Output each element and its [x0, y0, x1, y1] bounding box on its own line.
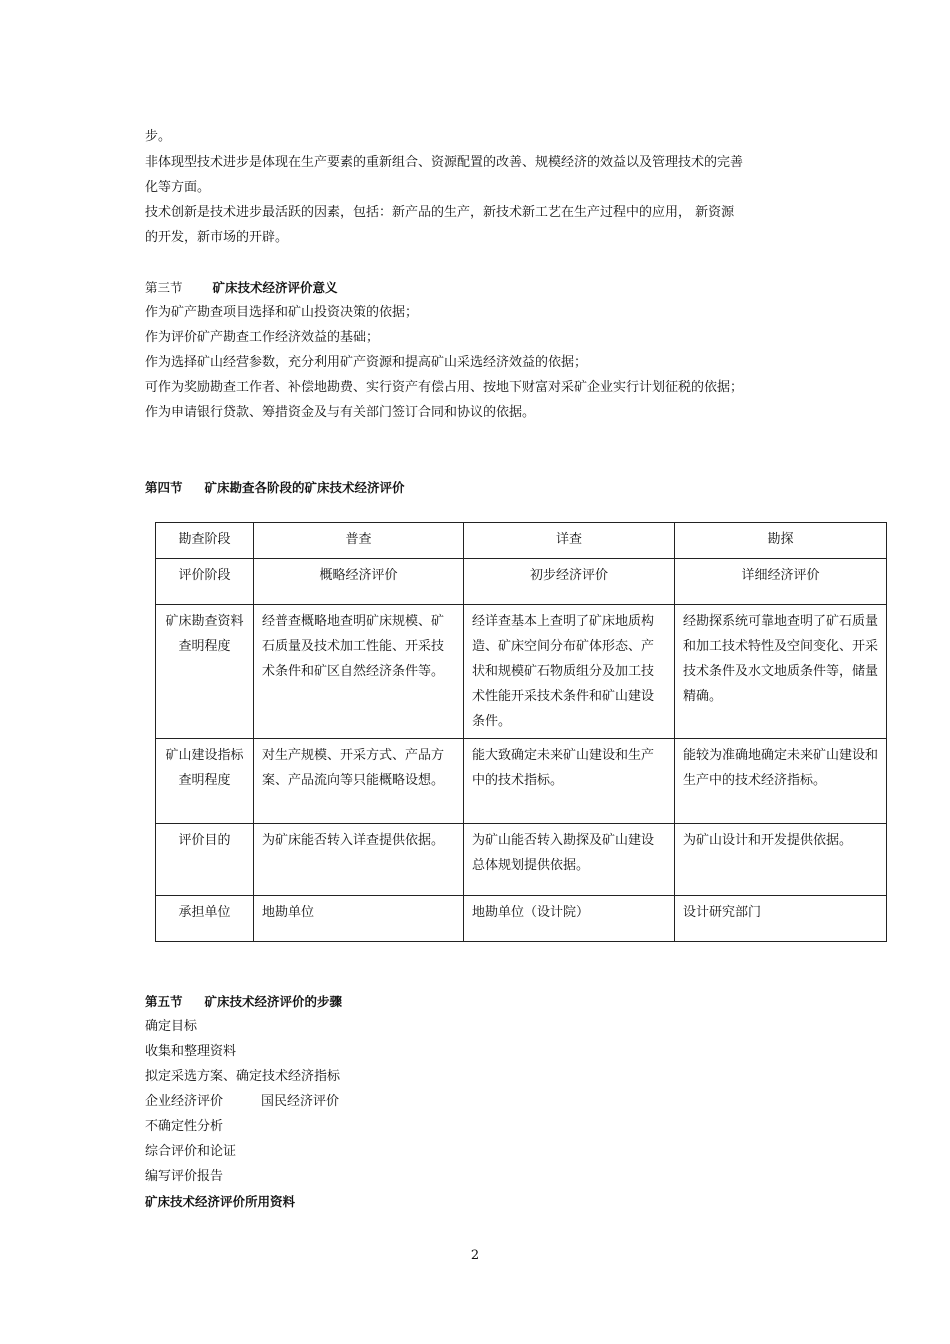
- section5-number: 第五节: [145, 994, 183, 1009]
- section3-item: 作为选择矿山经营参数，充分利用矿产资源和提高矿山采选经济效益的依据；: [145, 355, 588, 370]
- section5-step: 确定目标: [145, 1019, 198, 1034]
- table-header-cell: 详查: [464, 523, 675, 559]
- row-label: 评价目的: [156, 824, 254, 896]
- table-row: [156, 896, 887, 942]
- section4-title: 矿床勘查各阶段的矿床技术经济评价: [204, 480, 405, 495]
- section5-step: 综合评价和论证: [145, 1144, 237, 1159]
- table-header-cell: 普查: [254, 523, 464, 559]
- section5-step: 拟定采选方案、确定技术经济指标: [145, 1069, 341, 1084]
- section5-title: 矿床技术经济评价的步骤: [204, 994, 343, 1009]
- table-cell: 经勘探系统可靠地查明了矿石质量和加工技术特性及空间变化、开采技术条件及水文地质条件等，储量精确。: [675, 605, 887, 739]
- section3-heading: [145, 279, 338, 297]
- section5-subheading: 矿床技术经济评价所用资料: [145, 1194, 296, 1209]
- table-cell: 地勘单位: [254, 896, 464, 942]
- section5-step: 编写评价报告: [145, 1169, 224, 1184]
- table-row: [156, 739, 887, 824]
- evaluation-table: [155, 522, 887, 942]
- table-row: [156, 824, 887, 896]
- section3-item: 作为申请银行贷款、筹措资金及与有关部门签订合同和协议的依据。: [145, 405, 536, 420]
- national-evaluation: 国民经济评价: [261, 1094, 340, 1109]
- table-cell: 经普查概略地查明矿床规模、矿石质量及技术加工性能、开采技术条件和矿区自然经济条件等。: [254, 605, 464, 739]
- row-label: 矿山建设指标查明程度: [156, 739, 254, 824]
- section3-item: 可作为奖励勘查工作者、补偿地勘费、实行资产有偿占用、按地下财富对采矿企业实行计划征税的依据；: [145, 380, 744, 395]
- table-cell: 能较为准确地确定未来矿山建设和生产中的技术经济指标。: [675, 739, 887, 824]
- table-cell: 能大致确定未来矿山建设和生产中的技术指标。: [464, 739, 675, 824]
- paragraph-line: 步。: [145, 129, 172, 144]
- paragraph-line: 的开发，新市场的开辟。: [145, 230, 289, 245]
- table-cell: 详细经济评价: [675, 559, 887, 605]
- table-cell: 设计研究部门: [675, 896, 887, 942]
- paragraph-line: 非体现型技术进步是体现在生产要素的重新组合、资源配置的改善、规模经济的效益以及管理技术的完善: [145, 155, 744, 170]
- section3-title: 矿床技术经济评价意义: [212, 280, 338, 295]
- paragraph-line: 化等方面。: [145, 180, 211, 195]
- table-cell: 对生产规模、开采方式、产品方案、产品流向等只能概略设想。: [254, 739, 464, 824]
- table-cell: 地勘单位（设计院）: [464, 896, 675, 942]
- table-header-row: [156, 523, 887, 559]
- section4-number: 第四节: [145, 480, 183, 495]
- table-cell: 为矿床能否转入详查提供依据。: [254, 824, 464, 896]
- section3-item: 作为矿产勘查项目选择和矿山投资决策的依据；: [145, 305, 419, 320]
- enterprise-evaluation: 企业经济评价: [145, 1094, 224, 1109]
- section5-heading: [145, 993, 342, 1011]
- section3-item: 作为评价矿产勘查工作经济效益的基础；: [145, 330, 380, 345]
- table-header-cell: 勘探: [675, 523, 887, 559]
- table-cell: 经详查基本上查明了矿床地质构造、矿床空间分布矿体形态、产状和规模矿石物质组分及加工技术性能开采技术条件和矿山建设条件。: [464, 605, 675, 739]
- section5-step-evaluation: [145, 1093, 339, 1111]
- table-cell: 为矿山设计和开发提供依据。: [675, 824, 887, 896]
- paragraph-line: 技术创新是技术进步最活跃的因素，包括：新产品的生产，新技术新工艺在生产过程中的应用， 新资源: [145, 205, 735, 220]
- table-cell: 初步经济评价: [464, 559, 675, 605]
- table-header-cell: 勘查阶段: [156, 523, 254, 559]
- row-label: 评价阶段: [156, 559, 254, 605]
- section5-step: 不确定性分析: [145, 1119, 224, 1134]
- table-row: [156, 559, 887, 605]
- table-row: [156, 605, 887, 739]
- page-number: 2: [470, 1248, 480, 1263]
- table-cell: 概略经济评价: [254, 559, 464, 605]
- section3-number: 第三节: [145, 280, 183, 295]
- table-cell: 为矿山能否转入勘探及矿山建设总体规划提供依据。: [464, 824, 675, 896]
- section4-heading: [145, 479, 405, 497]
- row-label: 承担单位: [156, 896, 254, 942]
- section5-step: 收集和整理资料: [145, 1044, 237, 1059]
- row-label: 矿床勘查资料查明程度: [156, 605, 254, 739]
